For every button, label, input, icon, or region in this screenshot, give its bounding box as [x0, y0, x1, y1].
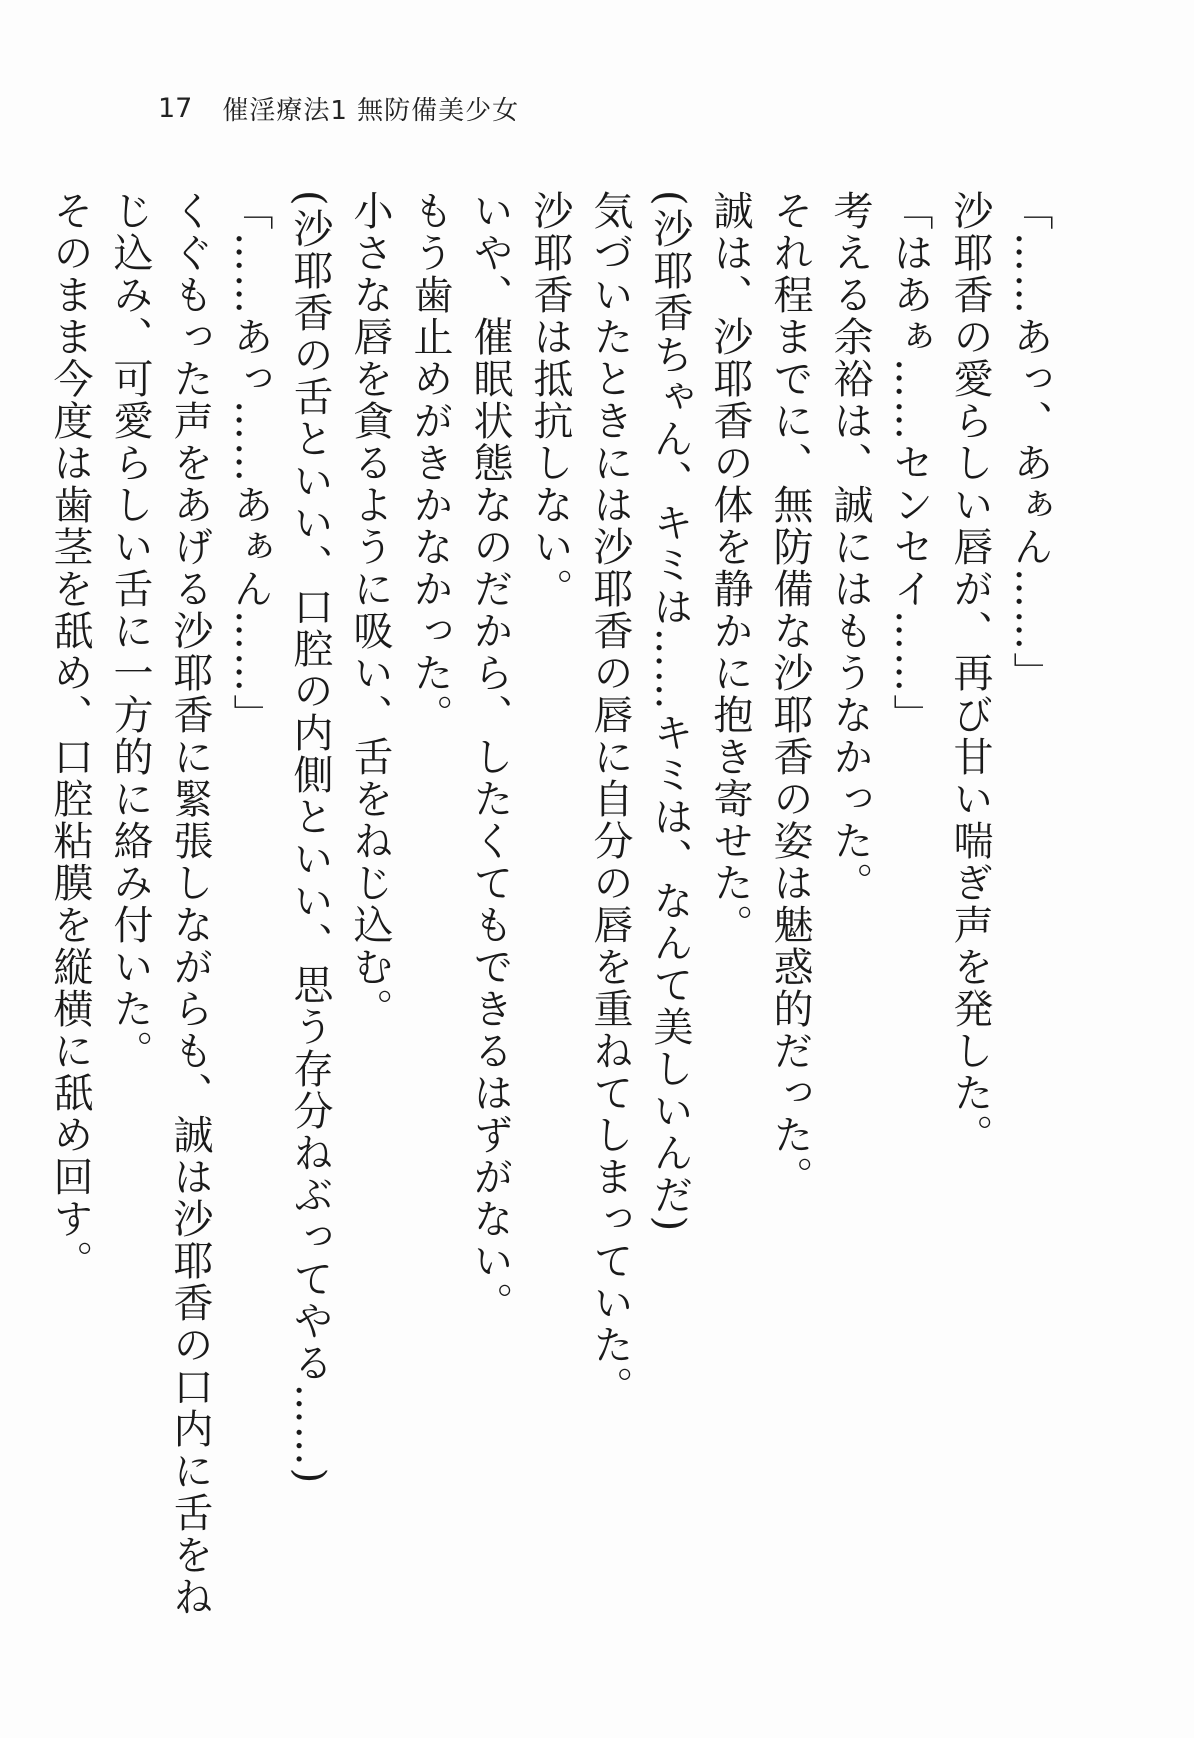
paragraph: (沙耶香の舌といい、口腔の内側といい、思う存分ねぶってやる……): [287, 190, 333, 1486]
paragraph: そのまま今度は歯茎を舐め、口腔粘膜を縦横に舐め回す。: [47, 190, 93, 1282]
paragraph: 考える余裕は、誠にはもうなかった。: [827, 190, 873, 904]
paragraph: (沙耶香ちゃん、キミは……キミは、なんて美しいんだ): [647, 190, 693, 1234]
paragraph: 誠は、沙耶香の体を静かに抱き寄せた。: [707, 190, 753, 946]
paragraph: 「……あっ……あぁん……」: [227, 190, 273, 736]
paragraph: 気づいたときには沙耶香の唇に自分の唇を重ねてしまっていた。: [587, 190, 633, 1408]
paragraph: それ程までに、無防備な沙耶香の姿は魅惑的だった。: [767, 190, 813, 1198]
page-number: 17: [158, 92, 193, 124]
paragraph: 「……あっ、あぁん……」: [1007, 190, 1053, 694]
running-header: [158, 88, 519, 128]
body-text: [47, 190, 1060, 1640]
paragraph: 「はあぁ……センセイ……」: [887, 190, 933, 736]
paragraph: くぐもった声をあげる沙耶香に緊張しながらも、誠は沙耶香の口内に舌をねじ込み、可愛らしい舌に一方的に絡み付いた。: [107, 190, 213, 1618]
book-title: 催淫療法1 無防備美少女: [222, 95, 520, 126]
paragraph: いや、催眠状態なのだから、したくてもできるはずがない。: [467, 190, 513, 1324]
paragraph: 沙耶香の愛らしい唇が、再び甘い喘ぎ声を発した。: [947, 190, 993, 1156]
paragraph: 小さな唇を貪るように吸い、舌をねじ込む。: [347, 190, 393, 1030]
paragraph: 沙耶香は抵抗しない。: [527, 190, 573, 610]
paragraph: もう歯止めがきかなかった。: [407, 190, 453, 736]
